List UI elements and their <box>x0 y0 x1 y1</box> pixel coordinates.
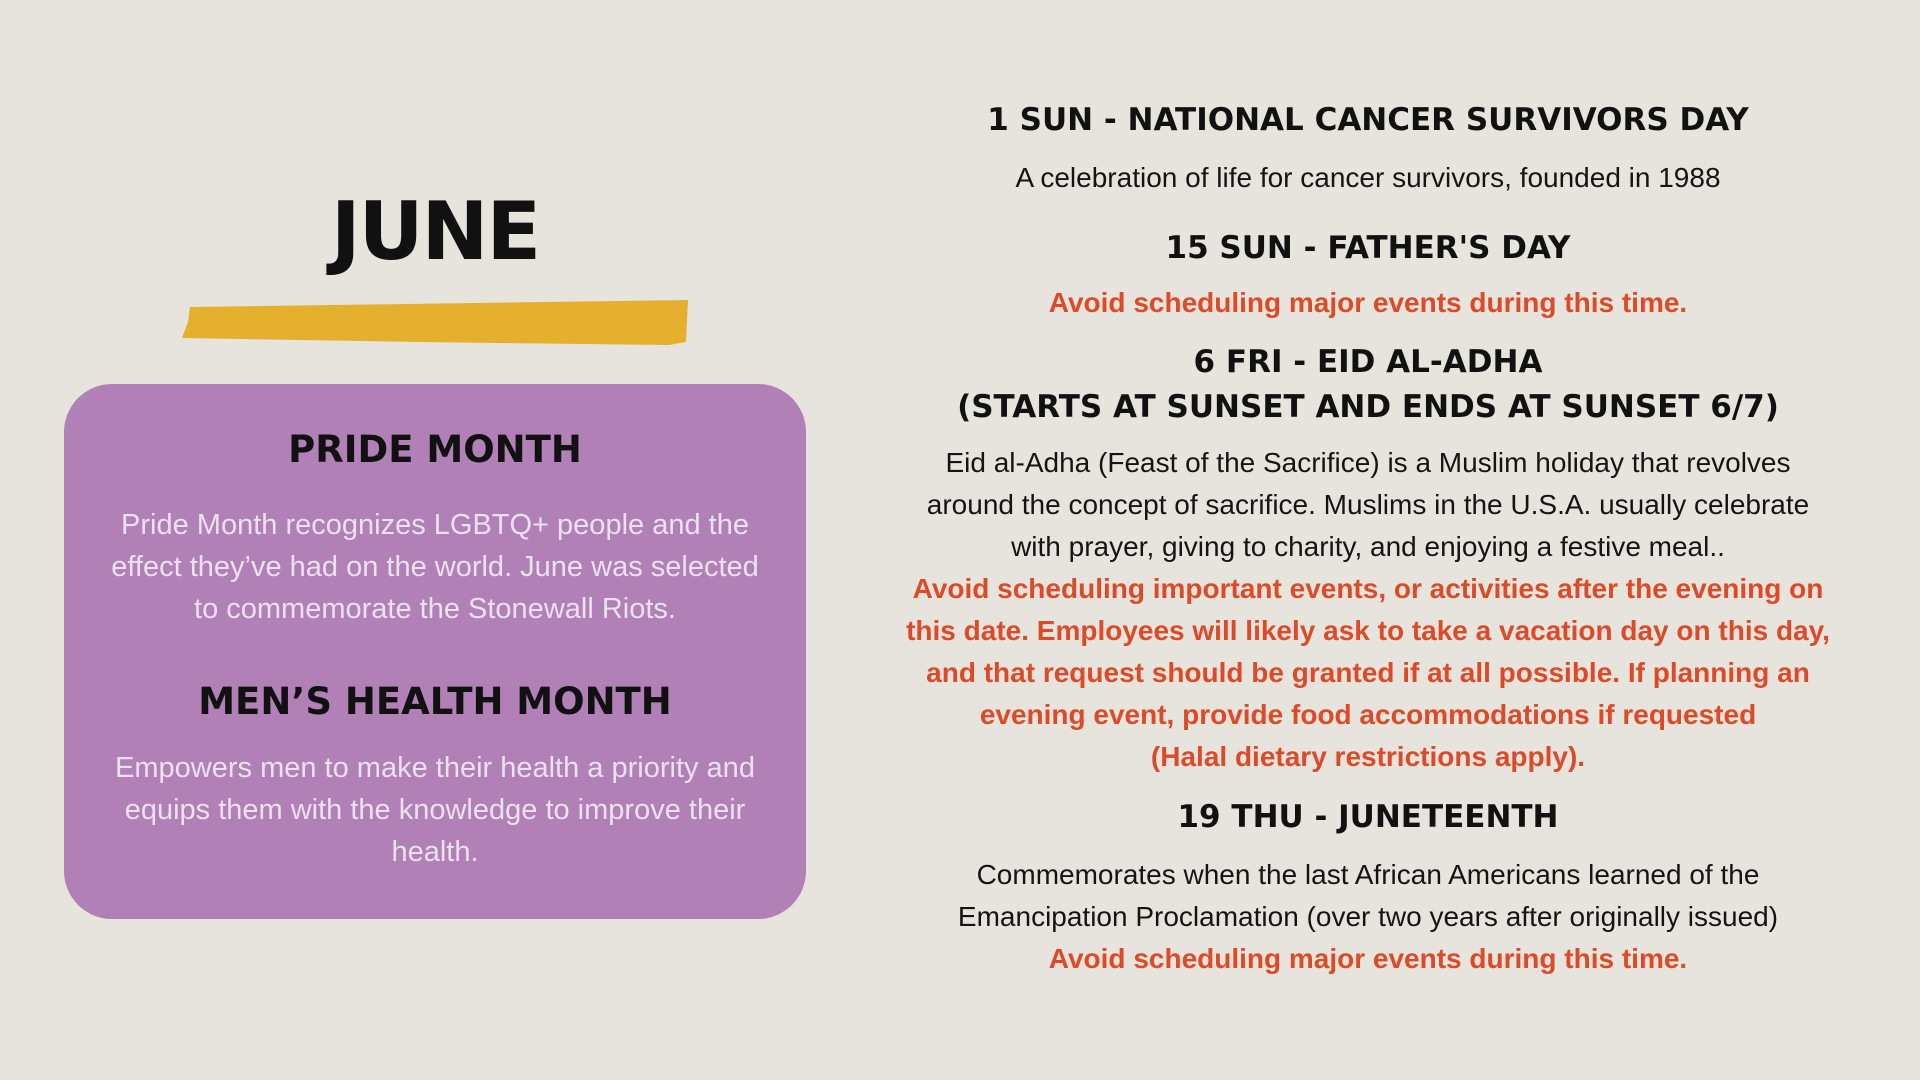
text-line: Avoid scheduling important events, or activities after the evening on <box>912 573 1824 604</box>
text-line: and that request should be granted if at all possible. If planning an <box>926 657 1810 688</box>
text-line: equips them with the knowledge to improve their <box>124 794 746 826</box>
text-line: with prayer, giving to charity, and enjoying a festive meal.. <box>1011 531 1725 562</box>
text-line: Commemorates when the last African Americans learned of the <box>976 859 1760 890</box>
pride-month-heading: PRIDE MONTH <box>288 428 582 471</box>
eid-al-adha-description <box>868 442 1868 568</box>
mens-health-month-heading: MEN’S HEALTH MONTH <box>198 680 672 723</box>
observance-card <box>64 384 806 919</box>
title-underline-swatch <box>182 298 690 346</box>
text-line: evening event, provide food accommodations if requested <box>979 699 1757 730</box>
text-line: this date. Employees will likely ask to take a vacation day on this day, <box>906 615 1830 646</box>
title-line: 6 FRI - EID AL-ADHA <box>1193 344 1543 380</box>
mens-health-month-description <box>94 747 776 873</box>
text-line: (Halal dietary restrictions apply). <box>1150 741 1586 772</box>
title-line: (STARTS AT SUNSET AND ENDS AT SUNSET 6/7) <box>957 389 1779 425</box>
eid-al-adha-warning <box>868 568 1868 778</box>
juneteenth-title: 19 THU - JUNETEENTH <box>1177 799 1559 835</box>
eid-al-adha-title <box>868 340 1868 430</box>
text-line: Emancipation Proclamation (over two years after originally issued) <box>957 901 1779 932</box>
text-line: around the concept of sacrifice. Muslims in the U.S.A. usually celebrate <box>926 489 1810 520</box>
fathers-day-warning: Avoid scheduling major events during this time. <box>1048 287 1688 318</box>
text-line: Eid al-Adha (Feast of the Sacrifice) is a Muslim holiday that revolves <box>945 447 1791 478</box>
cancer-survivors-day-title: 1 SUN - NATIONAL CANCER SURVIVORS DAY <box>987 102 1749 138</box>
pride-month-description <box>94 504 776 630</box>
text-line: Pride Month recognizes LGBTQ+ people and the <box>121 509 749 541</box>
text-line: health. <box>391 836 479 868</box>
text-line: effect they’ve had on the world. June was selected <box>111 551 759 583</box>
month-title: JUNE <box>330 185 540 278</box>
juneteenth-warning: Avoid scheduling major events during this time. <box>1048 943 1688 974</box>
juneteenth-description <box>868 854 1868 938</box>
cancer-survivors-day-description: A celebration of life for cancer survivors, founded in 1988 <box>1015 162 1721 193</box>
text-line: to commemorate the Stonewall Riots. <box>194 593 676 625</box>
fathers-day-title: 15 SUN - FATHER'S DAY <box>1165 230 1571 266</box>
text-line: Empowers men to make their health a priority and <box>115 752 755 784</box>
